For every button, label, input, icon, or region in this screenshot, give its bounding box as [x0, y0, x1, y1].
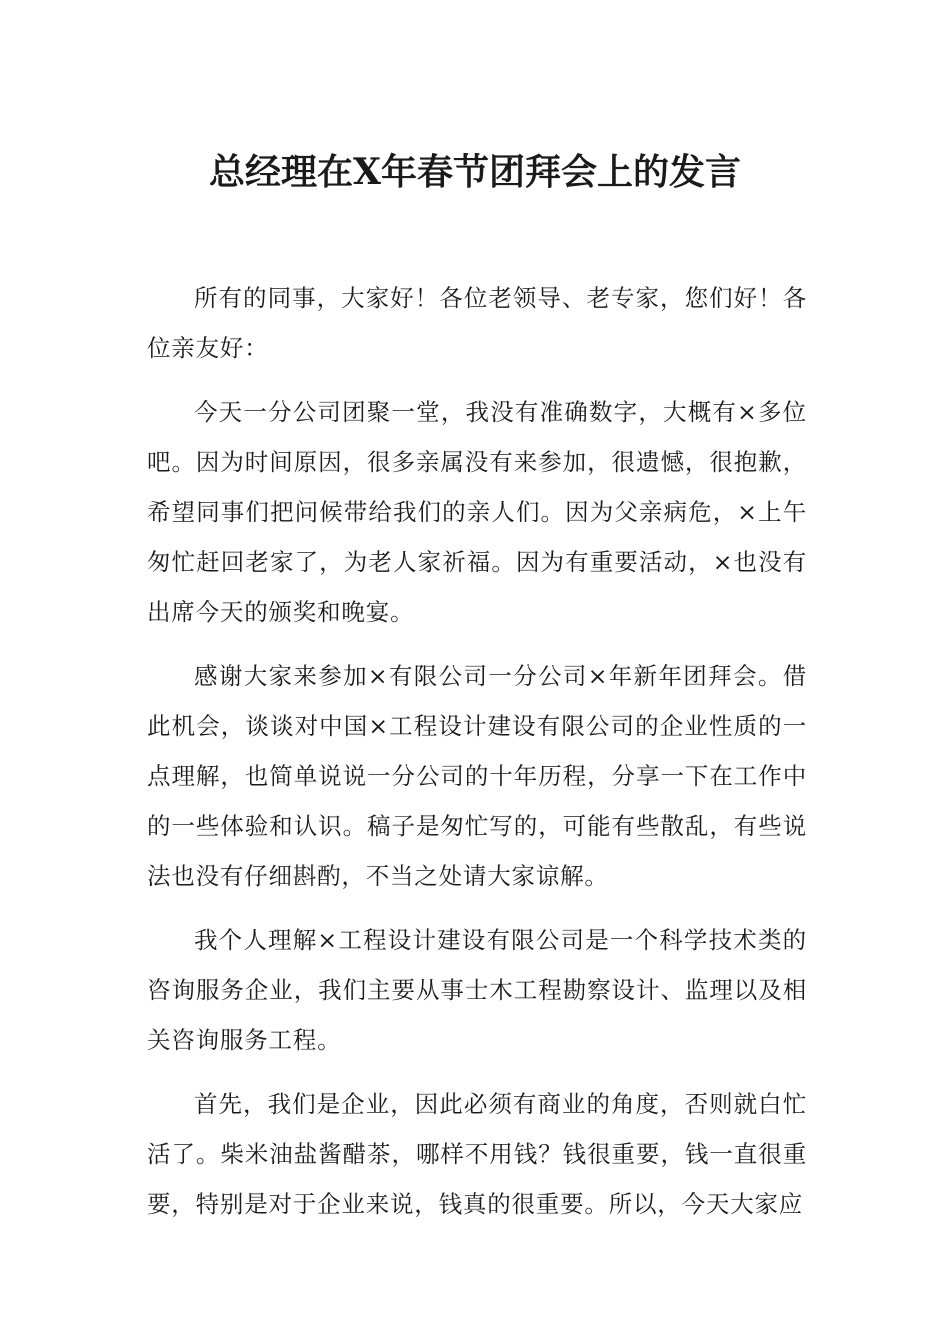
document-title: 总经理在X年春节团拜会上的发言 — [209, 151, 741, 193]
paragraph-thanks: 感谢大家来参加×有限公司一分公司×年新年团拜会。借此机会，谈谈对中国×工程设计建设有限公司的企业性质的一点理解，也简单说说一分公司的十年历程，分享一下在工作中的一些体验和认识。稿子是匆忙写的，可能有些散乱，有些说法也没有仔细斟酌，不当之处请大家谅解。 — [147, 662, 807, 890]
document-body — [147, 273, 807, 1243]
paragraph-business: 首先，我们是企业，因此必须有商业的角度，否则就白忙活了。柴米油盐酱醋茶，哪样不用钱？钱很重要，钱一直很重要，特别是对于企业来说，钱真的很重要。所以，今天大家应 — [147, 1090, 807, 1218]
paragraph-gathering: 今天一分公司团聚一堂，我没有准确数字，大概有×多位吧。因为时间原因，很多亲属没有来参加，很遗憾，很抱歉，希望同事们把问候带给我们的亲人们。因为父亲病危，×上午匆忙赶回老家了，为老人家祈福。因为有重要活动，×也没有出席今天的颁奖和晚宴。 — [147, 398, 807, 626]
paragraph-company-nature: 我个人理解×工程设计建设有限公司是一个科学技术类的咨询服务企业，我们主要从事士木工程勘察设计、监理以及相关咨询服务工程。 — [147, 926, 807, 1054]
paragraph-greeting: 所有的同事，大家好！各位老领导、老专家，您们好！各位亲友好： — [147, 284, 807, 362]
